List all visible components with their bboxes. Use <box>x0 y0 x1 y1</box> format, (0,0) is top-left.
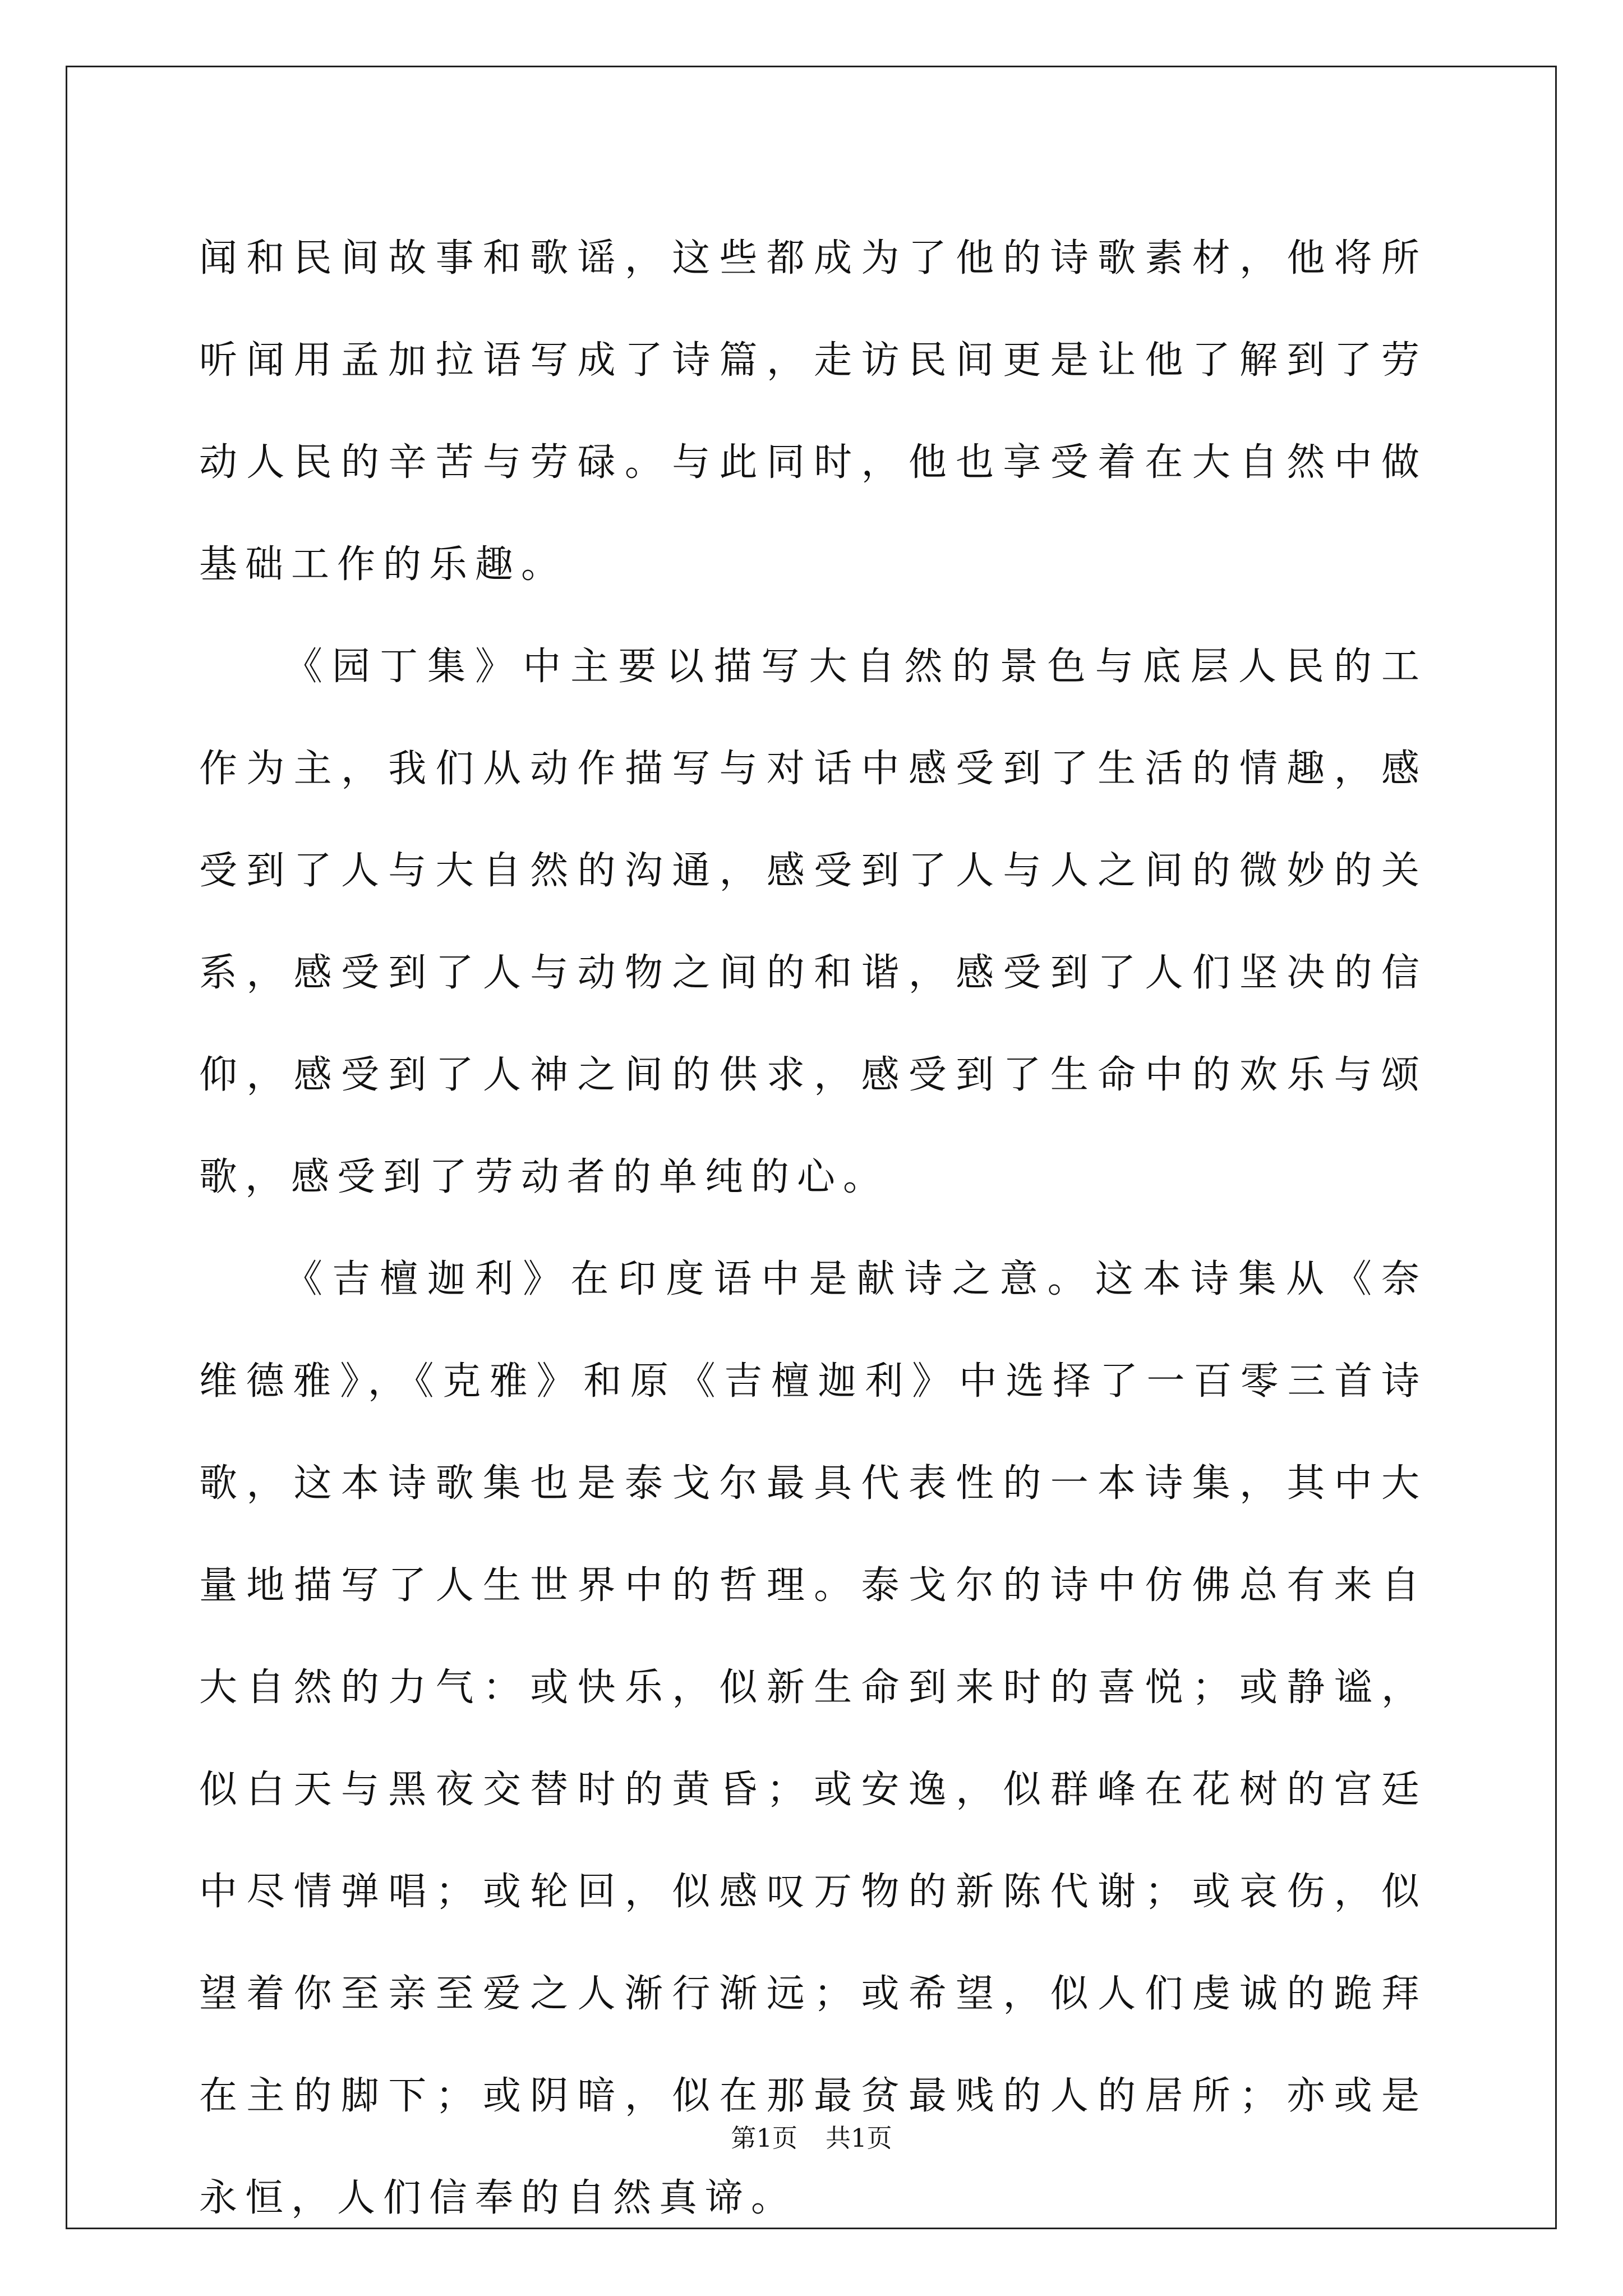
paragraph-3: 《吉檀迦利》在印度语中是献诗之意。这本诗集从《奈维德雅》，《克雅》和原《吉檀迦利》中选择了一百零三首诗歌，这本诗歌集也是泰戈尔最具代表性的一本诗集，其中大量地描写了人生世界中的哲理。泰戈尔的诗中仿佛总有来自大自然的力气：或快乐，似新生命到来时的喜悦；或静谧，似白天与黑夜交替时的黄昏；或安逸，似群峰在花树的宫廷中尽情弹唱；或轮回，似感叹万物的新陈代谢；或哀伤，似望着你至亲至爱之人渐行渐远；或希望，似人们虔诚的跪拜在主的脚下；或阴暗，似在那最贫最贱的人的居所；亦或是永恒，人们信奉的自然真谛。 <box>199 1257 1427 2220</box>
paragraph-2: 《园丁集》中主要以描写大自然的景色与底层人民的工作为主，我们从动作描写与对话中感受到了生活的情趣，感受到了人与大自然的沟通，感受到了人与人之间的微妙的关系，感受到了人与动物之间的和谐，感受到了人们坚决的信仰，感受到了人神之间的供求，感受到了生命中的欢乐与颂歌，感受到了劳动者的单纯的心。 <box>199 645 1427 1199</box>
page-total: 共1页 <box>826 2123 892 2153</box>
document-body <box>199 208 1427 2249</box>
page-number: 第1页 <box>731 2123 797 2153</box>
paragraph-1: 闻和民间故事和歌谣，这些都成为了他的诗歌素材，他将所听闻用孟加拉语写成了诗篇，走访民间更是让他了解到了劳动人民的辛苦与劳碌。与此同时，他也享受着在大自然中做基础工作的乐趣。 <box>199 236 1427 587</box>
page-footer <box>0 2122 1623 2155</box>
